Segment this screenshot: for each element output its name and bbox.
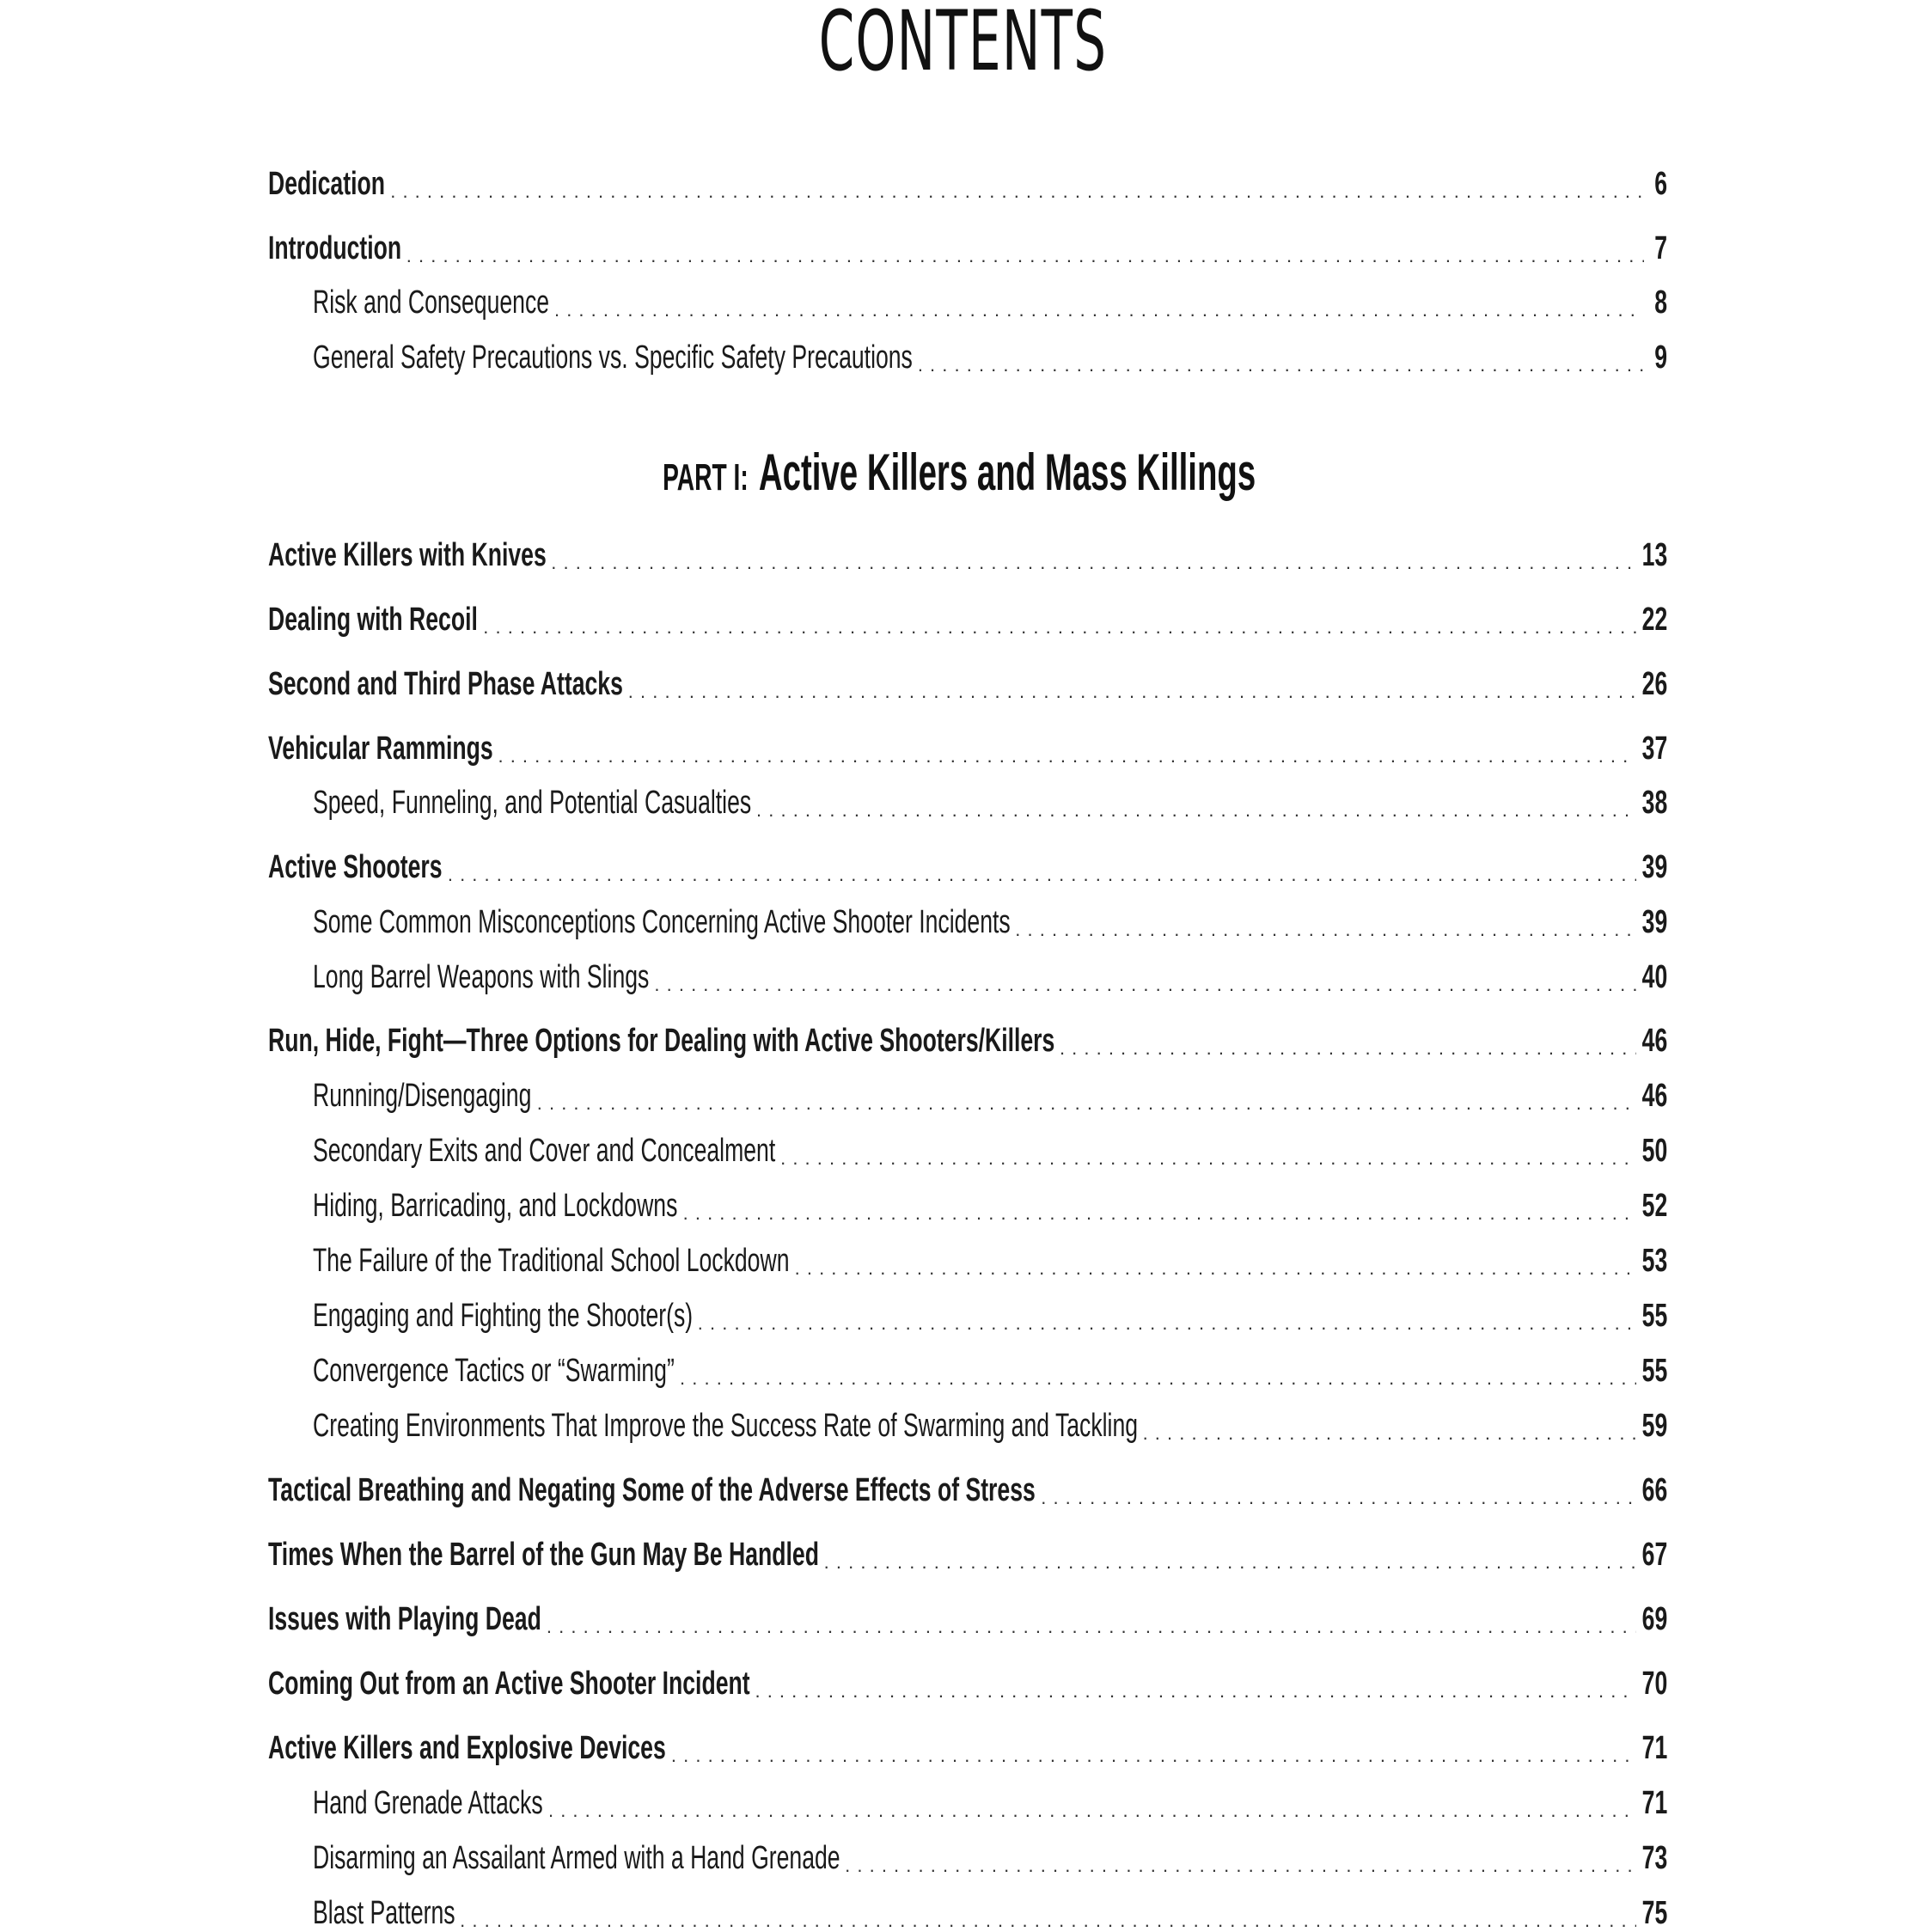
dot-leader xyxy=(1060,1025,1636,1060)
toc-section-entry[interactable] xyxy=(268,1342,1667,1390)
toc-entry-title: Long Barrel Weapons with Slings xyxy=(313,959,650,995)
part-title: Active Killers and Mass Killings xyxy=(759,443,1256,501)
dot-leader xyxy=(698,1300,1636,1335)
toc-entry-page-number: 67 xyxy=(1641,1537,1667,1573)
toc-section-entry[interactable] xyxy=(268,1232,1667,1280)
toc-entry-title: Coming Out from an Active Shooter Incident xyxy=(268,1666,750,1702)
dot-leader xyxy=(537,1080,1636,1115)
toc-entry-title: Issues with Playing Dead xyxy=(268,1601,541,1637)
toc-section-entry[interactable] xyxy=(268,1774,1667,1822)
toc-entry-title: Speed, Funneling, and Potential Casualties xyxy=(313,785,752,821)
toc-entry-title: Convergence Tactics or “Swarming” xyxy=(313,1353,675,1389)
toc-chapter-entry[interactable] xyxy=(268,219,1667,267)
toc-section-entry[interactable] xyxy=(268,1884,1667,1932)
dot-leader xyxy=(918,342,1644,376)
toc-section-entry[interactable] xyxy=(268,893,1667,941)
toc-entry-page-number: 52 xyxy=(1641,1188,1667,1224)
toc-chapter-entry[interactable] xyxy=(268,590,1667,639)
toc-entry-title: Running/Disengaging xyxy=(313,1078,532,1114)
dot-leader xyxy=(406,233,1644,267)
toc-entry-page-number: 71 xyxy=(1641,1785,1667,1821)
toc-entry-page-number: 53 xyxy=(1641,1243,1667,1279)
toc-entry-page-number: 7 xyxy=(1654,230,1667,266)
toc-entry-page-number: 39 xyxy=(1641,904,1667,940)
toc-entry-title: Dedication xyxy=(268,166,385,202)
dot-leader xyxy=(448,852,1636,886)
dot-leader xyxy=(547,1604,1636,1638)
dot-leader xyxy=(1015,907,1636,941)
toc-chapter-entry[interactable] xyxy=(268,1461,1667,1509)
toc-chapter-entry[interactable] xyxy=(268,1525,1667,1574)
toc-chapter-entry[interactable] xyxy=(268,1719,1667,1767)
toc-chapter-entry[interactable] xyxy=(268,655,1667,703)
toc-entry-title: Secondary Exits and Cover and Concealment xyxy=(313,1133,776,1169)
toc-chapter-entry[interactable] xyxy=(268,526,1667,574)
toc-entry-title: The Failure of the Traditional School Lockdown xyxy=(313,1243,790,1279)
toc-chapter-entry[interactable] xyxy=(268,155,1667,203)
toc-entry-title: Times When the Barrel of the Gun May Be Handled xyxy=(268,1537,819,1573)
toc-entry-page-number: 73 xyxy=(1641,1840,1667,1876)
dot-leader xyxy=(654,962,1636,996)
dot-leader xyxy=(795,1245,1636,1280)
toc-entry-page-number: 9 xyxy=(1654,339,1667,376)
toc-entry-title: Hiding, Barricading, and Lockdowns xyxy=(313,1188,678,1224)
toc-chapter-entry[interactable] xyxy=(268,1012,1667,1060)
toc-entry-page-number: 37 xyxy=(1641,731,1667,767)
toc-entry-page-number: 46 xyxy=(1641,1078,1667,1114)
dot-leader xyxy=(683,1190,1636,1225)
toc-entry-page-number: 26 xyxy=(1641,666,1667,702)
toc-entry-page-number: 38 xyxy=(1641,785,1667,821)
toc-entry-page-number: 70 xyxy=(1641,1666,1667,1702)
toc-entry-page-number: 46 xyxy=(1641,1023,1667,1059)
toc-entry-page-number: 71 xyxy=(1641,1730,1667,1766)
toc-section-entry[interactable] xyxy=(268,328,1667,376)
toc-section-entry[interactable] xyxy=(268,1177,1667,1225)
toc-chapter-entry[interactable] xyxy=(268,1654,1667,1703)
toc-chapter-entry[interactable] xyxy=(268,838,1667,886)
toc-entry-page-number: 55 xyxy=(1641,1298,1667,1334)
toc-entry-title: General Safety Precautions vs. Specific Safety Precautions xyxy=(313,339,913,376)
toc-entry-page-number: 69 xyxy=(1641,1601,1667,1637)
toc-entry-page-number: 50 xyxy=(1641,1133,1667,1169)
toc-section-entry[interactable] xyxy=(268,1829,1667,1877)
dot-leader xyxy=(1143,1410,1637,1445)
toc-entry-page-number: 13 xyxy=(1641,537,1667,573)
toc-entry-page-number: 59 xyxy=(1641,1408,1667,1444)
toc-section-entry[interactable] xyxy=(268,1067,1667,1115)
toc-section-entry[interactable] xyxy=(268,948,1667,996)
toc-entry-title: Disarming an Assailant Armed with a Hand Grenade xyxy=(313,1840,840,1876)
dot-leader xyxy=(551,540,1636,574)
toc-entry-page-number: 55 xyxy=(1641,1353,1667,1389)
toc-entry-page-number: 8 xyxy=(1654,284,1667,321)
dot-leader xyxy=(1041,1475,1636,1509)
toc-entry-page-number: 75 xyxy=(1641,1895,1667,1931)
toc-section-entry[interactable] xyxy=(268,273,1667,321)
toc-section-entry[interactable] xyxy=(268,1397,1667,1445)
toc-entry-page-number: 6 xyxy=(1654,166,1667,202)
toc-chapter-entry[interactable] xyxy=(268,719,1667,767)
part-number: PART I: xyxy=(663,456,749,498)
dot-leader xyxy=(755,1668,1636,1703)
toc-entry-title: Blast Patterns xyxy=(313,1895,455,1931)
toc-chapter-entry[interactable] xyxy=(268,1590,1667,1638)
dot-leader xyxy=(460,1898,1636,1932)
toc-entry-page-number: 40 xyxy=(1641,959,1667,995)
toc-entry-title: Introduction xyxy=(268,230,402,266)
toc-entry-title: Risk and Consequence xyxy=(313,284,550,321)
toc-section-entry[interactable] xyxy=(268,1122,1667,1170)
toc-entry-title: Dealing with Recoil xyxy=(268,602,478,638)
toc-entry-title: Run, Hide, Fight—Three Options for Dealing with Active Shooters/Killers xyxy=(268,1023,1055,1059)
toc-entry-page-number: 66 xyxy=(1641,1472,1667,1508)
dot-leader xyxy=(756,787,1636,822)
toc-entry-title: Engaging and Fighting the Shooter(s) xyxy=(313,1298,694,1334)
dot-leader xyxy=(548,1788,1636,1822)
toc-entry-page-number: 39 xyxy=(1641,849,1667,885)
toc-entry-title: Second and Third Phase Attacks xyxy=(268,666,623,702)
dot-leader xyxy=(680,1355,1636,1390)
dot-leader xyxy=(483,604,1636,639)
toc-entry-title: Creating Environments That Improve the Success Rate of Swarming and Tackling xyxy=(313,1408,1139,1444)
dot-leader xyxy=(554,287,1644,321)
toc-section-entry[interactable] xyxy=(268,773,1667,822)
part-heading xyxy=(0,443,1919,503)
toc-entry-title: Active Killers with Knives xyxy=(268,537,547,573)
dot-leader xyxy=(671,1733,1636,1767)
dot-leader xyxy=(628,669,1636,703)
dot-leader xyxy=(390,168,1644,203)
toc-entry-title: Tactical Breathing and Negating Some of the Adverse Effects of Stress xyxy=(268,1472,1036,1508)
dot-leader xyxy=(498,733,1636,767)
dot-leader xyxy=(824,1539,1636,1574)
toc-entry-page-number: 22 xyxy=(1641,602,1667,638)
dot-leader xyxy=(845,1843,1636,1877)
toc-entry-title: Vehicular Rammings xyxy=(268,731,493,767)
page-title: CONTENTS xyxy=(818,0,1108,89)
toc-entry-title: Active Shooters xyxy=(268,849,443,885)
toc-entry-title: Active Killers and Explosive Devices xyxy=(268,1730,666,1766)
toc-entry-title: Hand Grenade Attacks xyxy=(313,1785,543,1821)
toc-section-entry[interactable] xyxy=(268,1287,1667,1335)
toc-entry-title: Some Common Misconceptions Concerning Active Shooter Incidents xyxy=(313,904,1011,940)
dot-leader xyxy=(780,1135,1636,1170)
